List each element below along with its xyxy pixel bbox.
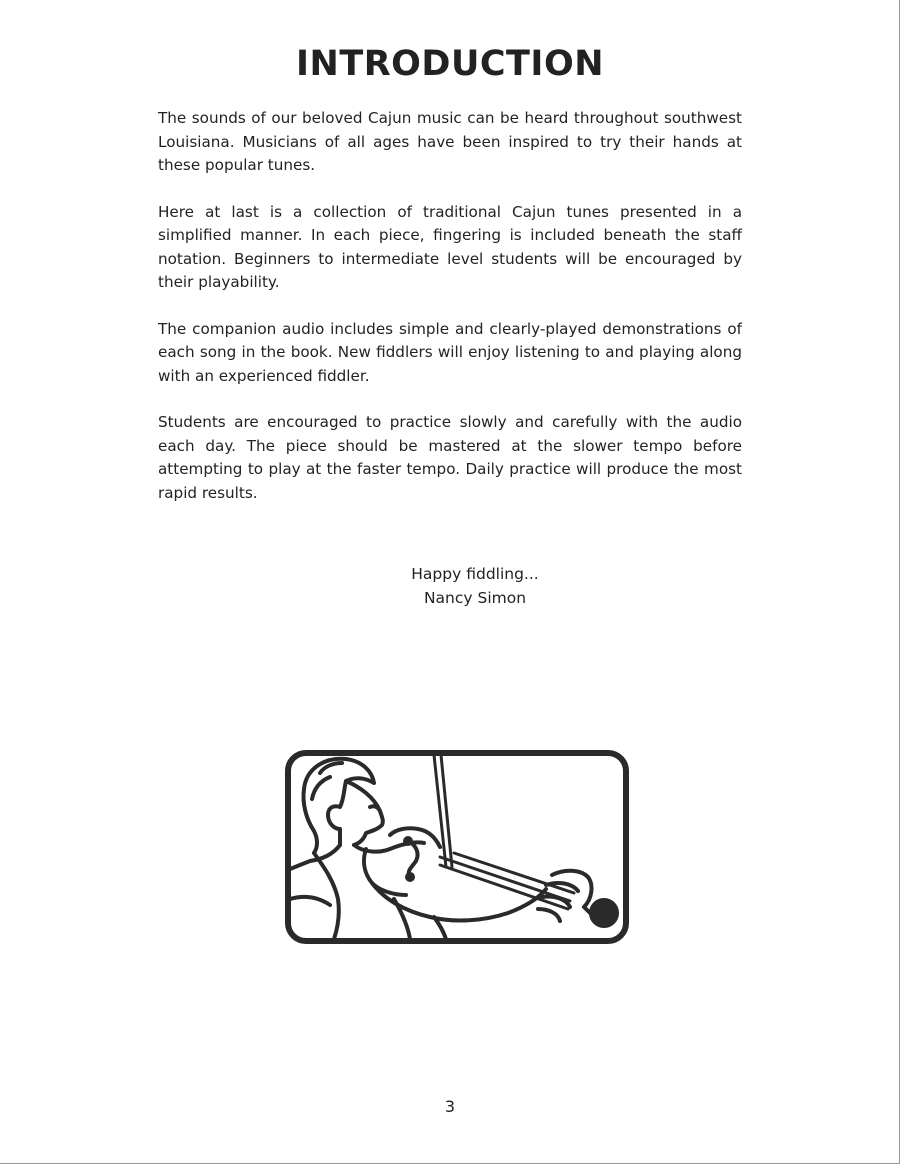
introduction-body	[158, 107, 742, 528]
page-number: 3	[444, 1097, 456, 1116]
signoff-author: Nancy Simon	[423, 588, 527, 607]
fiddler-illustration-icon	[284, 749, 630, 945]
page-title: INTRODUCTION	[296, 44, 604, 84]
intro-paragraph-4: Students are encouraged to practice slowly and carefully with the audio each day. The piece should be mastered at the slower tempo before attempting to play at the faster tempo. Daily practice will produce the most rapid results.	[158, 413, 742, 502]
signoff	[0, 563, 900, 610]
intro-paragraph-2: Here at last is a collection of traditional Cajun tunes presented in a simplified manner. In each piece, fingering is included beneath the staff notation. Beginners to intermediate level students will be encouraged by their playability.	[158, 202, 742, 291]
signoff-closing: Happy fiddling...	[411, 565, 539, 583]
intro-paragraph-3: The companion audio includes simple and clearly-played demonstrations of each song in the book. New fiddlers will enjoy listening to and playing along with an experienced fiddler.	[158, 319, 742, 385]
intro-paragraph-1: The sounds of our beloved Cajun music can be heard throughout southwest Louisiana. Musicians of all ages have been inspired to try their hands at these popular tunes.	[158, 109, 742, 174]
